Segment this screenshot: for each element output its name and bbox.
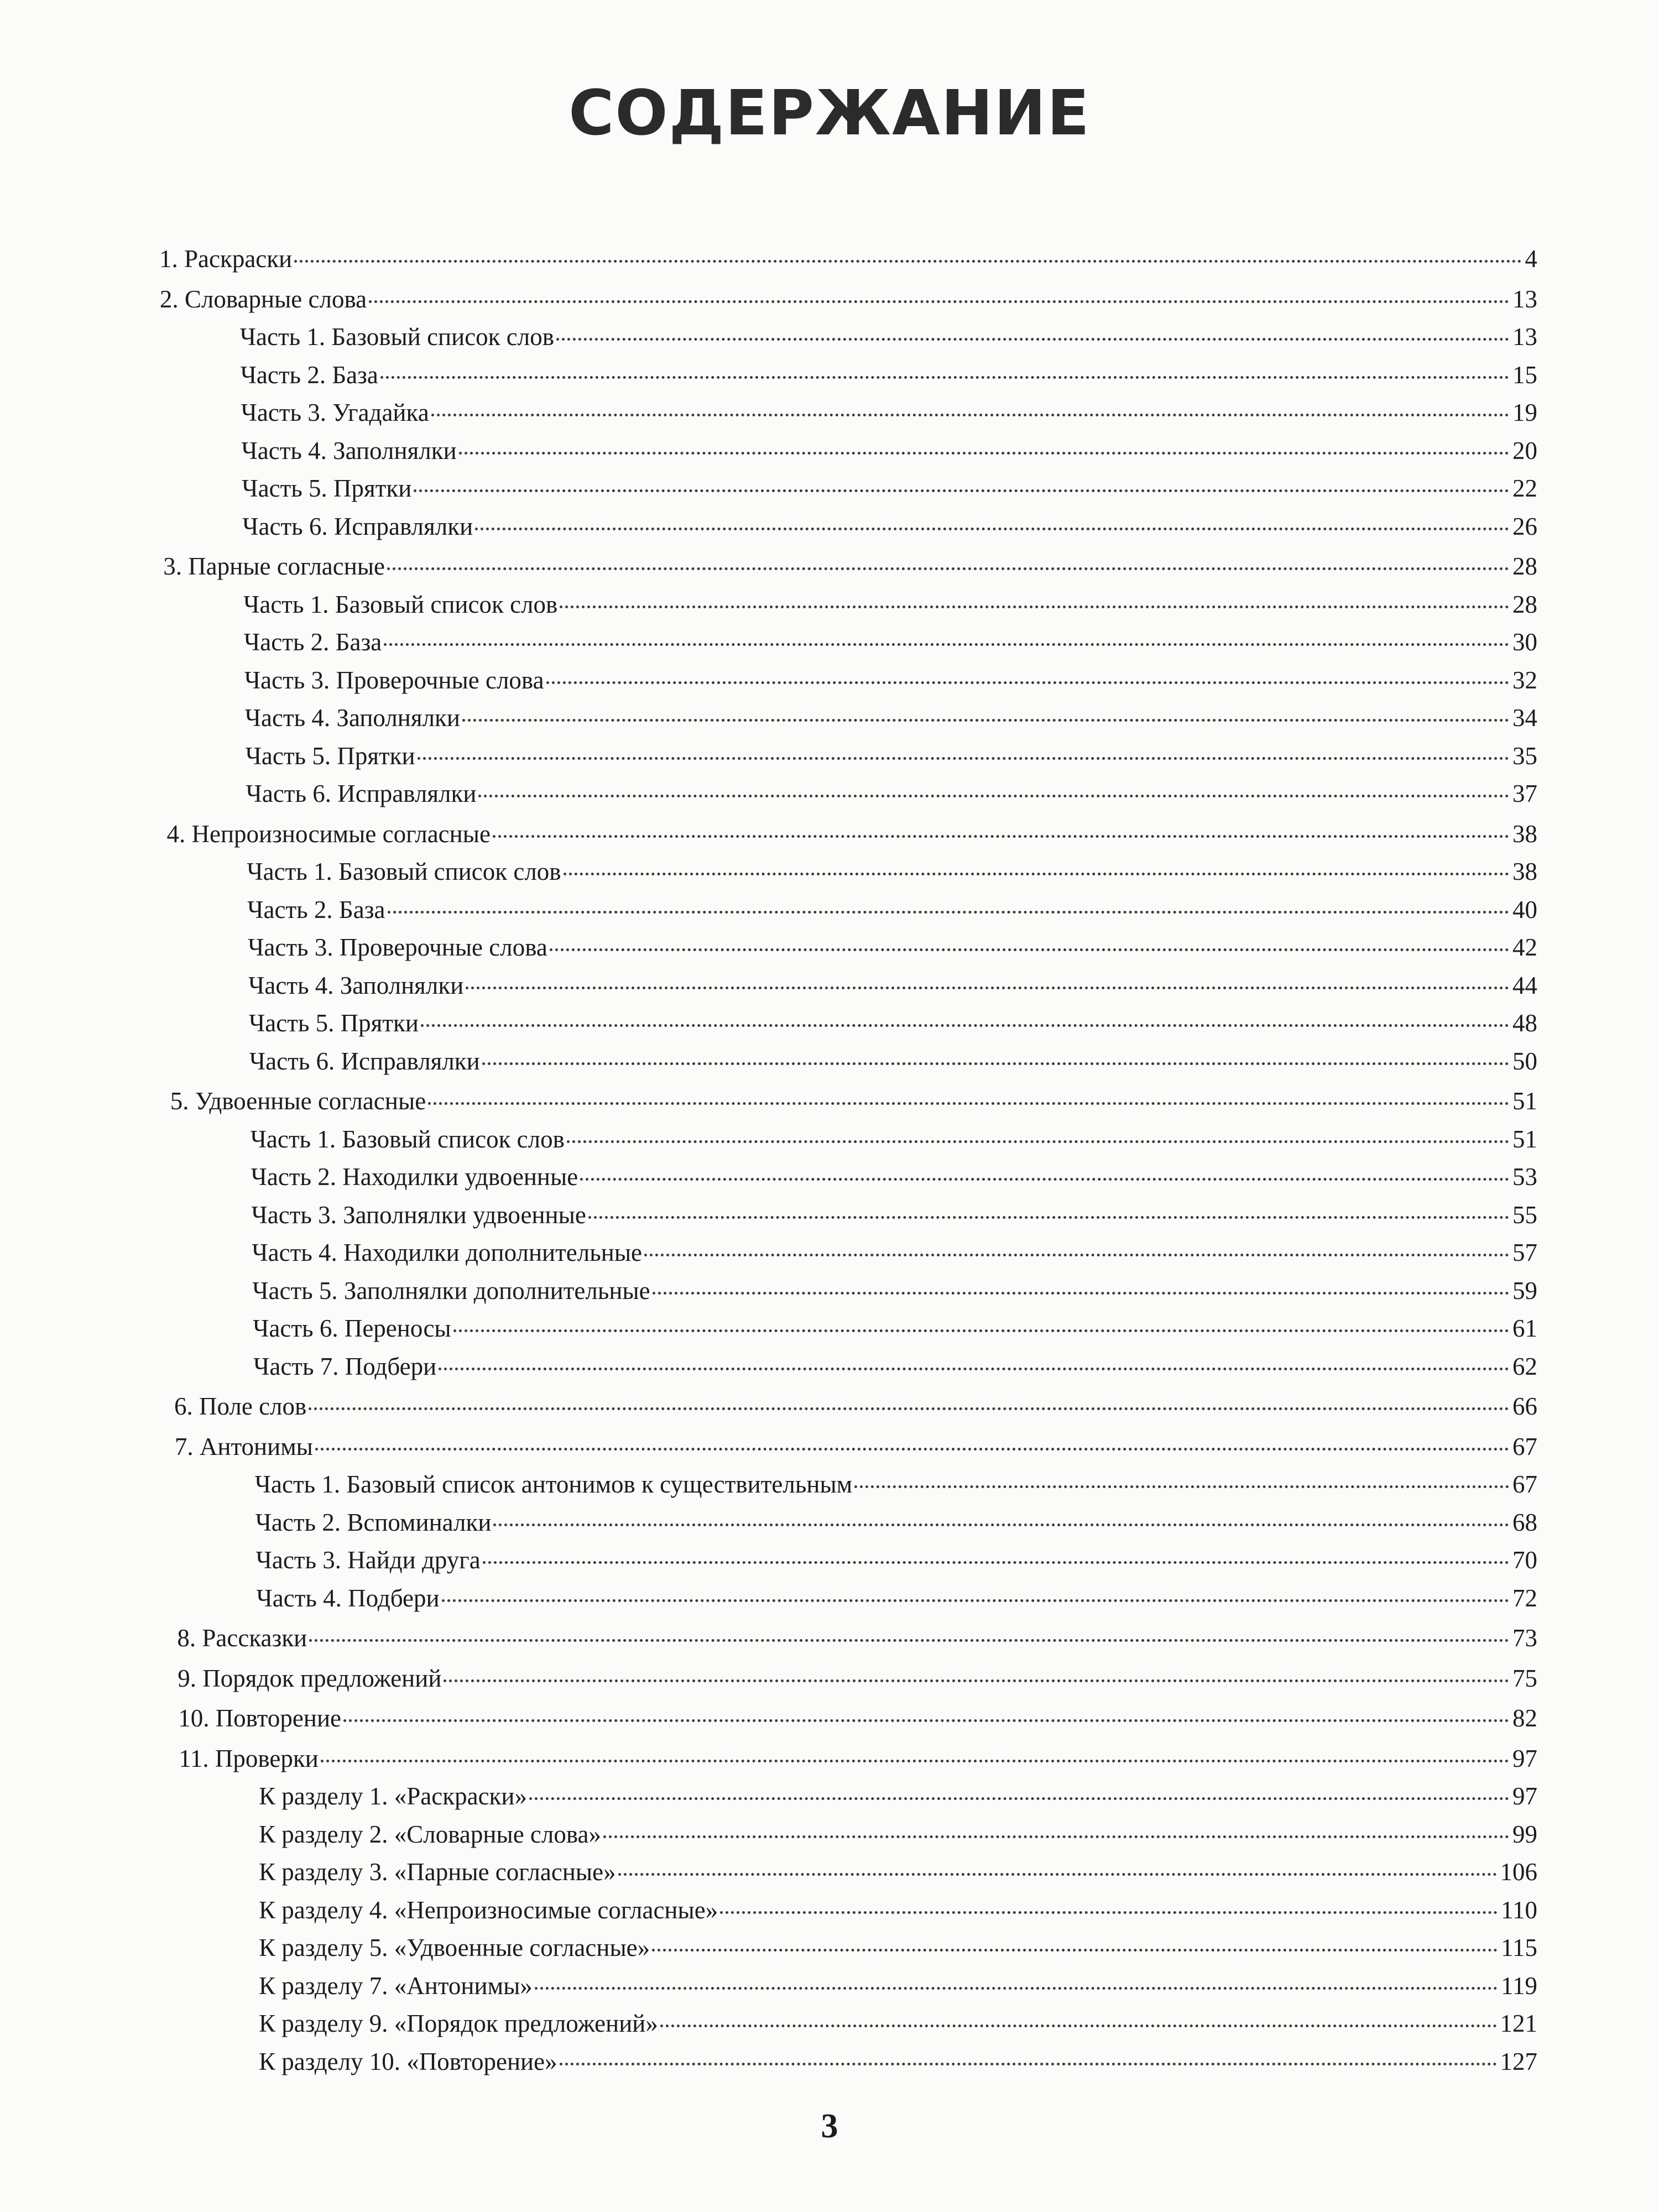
toc-subsection-entry bbox=[0, 701, 1659, 739]
toc-section-entry bbox=[0, 1084, 1659, 1123]
toc-entry-page-number: 61 bbox=[1512, 1314, 1537, 1342]
toc-entry-title: Часть 6. Исправлялки bbox=[246, 780, 477, 807]
dot-leader bbox=[380, 376, 1509, 379]
toc-entry-page-number: 97 bbox=[1512, 1782, 1537, 1810]
dot-leader bbox=[321, 1760, 1509, 1762]
dot-leader bbox=[546, 681, 1509, 684]
toc-subsection-entry bbox=[0, 739, 1659, 778]
toc-entry-page-number: 55 bbox=[1512, 1201, 1537, 1229]
toc-subsection-entry bbox=[0, 893, 1659, 931]
toc-subsection-entry bbox=[0, 510, 1659, 548]
toc-entry-title: К разделу 3. «Парные согласные» bbox=[259, 1858, 616, 1886]
toc-entry-title: Часть 6. Исправлялки bbox=[249, 1047, 480, 1075]
toc-entry-page-number: 20 bbox=[1512, 436, 1537, 465]
toc-entry-page-number: 127 bbox=[1500, 2047, 1537, 2075]
toc-subsection-entry bbox=[0, 969, 1659, 1007]
toc-entry-page-number: 26 bbox=[1512, 512, 1537, 540]
dot-leader bbox=[493, 835, 1509, 838]
dot-leader bbox=[482, 1062, 1509, 1065]
toc-subsection-entry bbox=[0, 1006, 1659, 1045]
toc-section-entry bbox=[0, 283, 1659, 321]
toc-entry-title: 11. Проверки bbox=[179, 1744, 319, 1772]
toc-section-entry bbox=[0, 1430, 1659, 1468]
dot-leader bbox=[556, 338, 1509, 341]
toc-entry-title: Часть 5. Прятки bbox=[249, 1009, 419, 1037]
toc-subsection-entry bbox=[0, 1236, 1659, 1274]
toc-entry-title: Часть 2. База bbox=[247, 895, 385, 924]
dot-leader bbox=[431, 414, 1509, 416]
toc-entry-title: 9. Порядок предложений bbox=[178, 1664, 442, 1692]
toc-subsection-entry bbox=[0, 1160, 1659, 1198]
dot-leader bbox=[854, 1485, 1509, 1488]
dot-leader bbox=[442, 1599, 1509, 1602]
toc-subsection-entry bbox=[0, 1931, 1659, 1969]
dot-leader bbox=[564, 873, 1509, 875]
toc-entry-title: Часть 1. Базовый список слов bbox=[247, 858, 561, 885]
dot-leader bbox=[421, 1024, 1509, 1027]
toc-entry-title: Часть 2. Вспоминалки bbox=[255, 1508, 492, 1536]
toc-entry-page-number: 50 bbox=[1512, 1047, 1537, 1075]
toc-entry-title: К разделу 9. «Порядок предложений» bbox=[259, 2010, 658, 2037]
toc-subsection-entry bbox=[0, 1198, 1659, 1237]
toc-entry-title: 10. Повторение bbox=[178, 1704, 341, 1732]
dot-leader bbox=[309, 1639, 1509, 1642]
toc-subsection-entry bbox=[0, 777, 1659, 815]
toc-entry-title: Часть 1. Базовый список слов bbox=[239, 323, 554, 351]
toc-entry-page-number: 119 bbox=[1501, 1971, 1537, 2000]
dot-leader bbox=[644, 1254, 1509, 1256]
toc-subsection-entry bbox=[0, 1123, 1659, 1161]
toc-entry-title: Часть 6. Исправлялки bbox=[242, 512, 473, 540]
dot-leader bbox=[660, 2025, 1497, 2027]
dot-leader bbox=[483, 1561, 1509, 1564]
toc-entry-page-number: 53 bbox=[1512, 1163, 1537, 1191]
toc-entry-title: Часть 4. Находилки дополнительные bbox=[252, 1239, 643, 1266]
table-of-contents bbox=[0, 242, 1659, 2083]
toc-entry-title: Часть 5. Заполнялки дополнительные bbox=[252, 1276, 650, 1305]
dot-leader bbox=[475, 528, 1509, 530]
toc-entry-title: 5. Удвоенные согласные bbox=[170, 1087, 426, 1115]
toc-entry-page-number: 38 bbox=[1512, 858, 1537, 885]
toc-entry-title: К разделу 10. «Повторение» bbox=[259, 2047, 557, 2075]
dot-leader bbox=[652, 1949, 1498, 1952]
toc-entry-title: 6. Поле слов bbox=[174, 1392, 307, 1420]
toc-entry-title: Часть 3. Заполнялки удвоенные bbox=[251, 1201, 586, 1229]
toc-entry-page-number: 73 bbox=[1512, 1624, 1537, 1652]
toc-entry-page-number: 82 bbox=[1512, 1704, 1537, 1732]
toc-entry-title: Часть 1. Базовый список слов bbox=[250, 1125, 565, 1153]
toc-entry-title: К разделу 4. «Непроизносимые согласные» bbox=[259, 1896, 718, 1924]
toc-entry-page-number: 4 bbox=[1525, 245, 1537, 273]
toc-entry-page-number: 48 bbox=[1512, 1009, 1537, 1037]
toc-entry-page-number: 19 bbox=[1512, 399, 1537, 426]
toc-entry-page-number: 34 bbox=[1512, 704, 1537, 732]
toc-subsection-entry bbox=[0, 2007, 1659, 2045]
toc-subsection-entry bbox=[0, 664, 1659, 702]
toc-entry-title: Часть 2. Находилки удвоенные bbox=[251, 1163, 578, 1191]
toc-subsection-entry bbox=[0, 320, 1659, 358]
dot-leader bbox=[603, 1835, 1509, 1838]
toc-subsection-entry bbox=[0, 1969, 1659, 2007]
toc-subsection-entry bbox=[0, 1818, 1659, 1856]
toc-entry-page-number: 57 bbox=[1512, 1239, 1537, 1266]
toc-entry-page-number: 28 bbox=[1512, 590, 1537, 618]
toc-subsection-entry bbox=[0, 1780, 1659, 1818]
toc-entry-page-number: 59 bbox=[1512, 1276, 1537, 1305]
toc-entry-title: К разделу 7. «Антонимы» bbox=[259, 1971, 533, 2000]
dot-leader bbox=[535, 1987, 1498, 1990]
toc-entry-page-number: 42 bbox=[1512, 933, 1537, 961]
toc-entry-page-number: 13 bbox=[1512, 285, 1537, 313]
toc-subsection-entry bbox=[0, 358, 1659, 397]
toc-entry-page-number: 28 bbox=[1512, 552, 1537, 580]
toc-entry-title: Часть 5. Прятки bbox=[245, 742, 415, 770]
dot-leader bbox=[560, 2063, 1497, 2065]
dot-leader bbox=[309, 1407, 1509, 1410]
dot-leader bbox=[560, 606, 1509, 608]
dot-leader bbox=[720, 1911, 1498, 1914]
dot-leader bbox=[387, 567, 1509, 570]
toc-entry-title: Часть 1. Базовый список слов bbox=[243, 590, 558, 618]
dot-leader bbox=[315, 1448, 1509, 1451]
dot-leader bbox=[444, 1679, 1509, 1682]
toc-subsection-entry bbox=[0, 855, 1659, 893]
dot-leader bbox=[493, 1524, 1509, 1526]
dot-leader bbox=[453, 1329, 1509, 1332]
toc-entry-title: К разделу 2. «Словарные слова» bbox=[259, 1820, 601, 1848]
toc-subsection-entry bbox=[0, 472, 1659, 510]
toc-entry-title: К разделу 5. «Удвоенные согласные» bbox=[259, 1934, 650, 1961]
dot-leader bbox=[428, 1102, 1509, 1105]
toc-entry-page-number: 68 bbox=[1512, 1508, 1537, 1536]
toc-entry-page-number: 106 bbox=[1500, 1858, 1537, 1886]
toc-entry-title: Часть 4. Заполнялки bbox=[244, 704, 460, 732]
toc-section-entry bbox=[0, 1621, 1659, 1660]
toc-entry-title: 4. Непроизносимые согласные bbox=[166, 820, 491, 848]
toc-section-entry bbox=[0, 1742, 1659, 1780]
toc-section-entry bbox=[0, 1702, 1659, 1740]
toc-entry-page-number: 37 bbox=[1512, 780, 1537, 807]
toc-entry-title: Часть 5. Прятки bbox=[242, 474, 412, 502]
toc-entry-title: Часть 1. Базовый список антонимов к существительным bbox=[254, 1470, 853, 1498]
dot-leader bbox=[567, 1140, 1509, 1143]
toc-subsection-entry bbox=[0, 931, 1659, 969]
dot-leader bbox=[384, 643, 1509, 646]
toc-subsection-entry bbox=[0, 1350, 1659, 1388]
toc-entry-title: Часть 4. Заполнялки bbox=[241, 436, 457, 465]
dot-leader bbox=[294, 260, 1521, 263]
toc-entry-title: 1. Раскраски bbox=[159, 245, 293, 273]
toc-entry-title: 3. Парные согласные bbox=[163, 552, 385, 580]
dot-leader bbox=[439, 1368, 1509, 1370]
toc-subsection-entry bbox=[0, 1274, 1659, 1312]
toc-entry-page-number: 51 bbox=[1512, 1125, 1537, 1153]
dot-leader bbox=[466, 987, 1509, 989]
toc-subsection-entry bbox=[0, 2045, 1659, 2083]
toc-subsection-entry bbox=[0, 588, 1659, 626]
toc-entry-page-number: 99 bbox=[1512, 1820, 1537, 1848]
toc-entry-title: Часть 3. Проверочные слова bbox=[248, 933, 547, 961]
toc-entry-title: Часть 4. Заполнялки bbox=[248, 971, 464, 999]
dot-leader bbox=[653, 1292, 1509, 1295]
toc-entry-page-number: 38 bbox=[1512, 820, 1537, 848]
dot-leader bbox=[459, 452, 1509, 455]
toc-entry-title: Часть 3. Угадайка bbox=[241, 399, 429, 426]
toc-entry-title: Часть 3. Найди друга bbox=[255, 1546, 481, 1574]
toc-entry-page-number: 110 bbox=[1501, 1896, 1537, 1924]
toc-subsection-entry bbox=[0, 625, 1659, 664]
page-number: 3 bbox=[821, 2107, 838, 2145]
dot-leader bbox=[414, 489, 1509, 492]
toc-entry-page-number: 62 bbox=[1512, 1352, 1537, 1380]
toc-entry-title: 7. Антонимы bbox=[174, 1432, 313, 1460]
page-title: СОДЕРЖАНИЕ bbox=[568, 77, 1091, 149]
toc-section-entry bbox=[0, 1390, 1659, 1428]
toc-subsection-entry bbox=[0, 1543, 1659, 1582]
toc-entry-title: Часть 6. Переносы bbox=[253, 1314, 451, 1342]
toc-entry-page-number: 66 bbox=[1512, 1392, 1537, 1420]
dot-leader bbox=[369, 300, 1509, 303]
dot-leader bbox=[462, 719, 1509, 722]
dot-leader bbox=[388, 911, 1509, 914]
toc-entry-page-number: 51 bbox=[1512, 1087, 1537, 1115]
toc-entry-page-number: 67 bbox=[1512, 1470, 1537, 1498]
toc-subsection-entry bbox=[0, 1045, 1659, 1083]
toc-entry-title: К разделу 1. «Раскраски» bbox=[259, 1782, 528, 1810]
toc-subsection-entry bbox=[0, 1893, 1659, 1932]
toc-entry-title: Часть 2. База bbox=[240, 361, 378, 389]
toc-entry-page-number: 72 bbox=[1512, 1584, 1537, 1612]
toc-entry-title: Часть 3. Проверочные слова bbox=[244, 666, 544, 694]
toc-subsection-entry bbox=[0, 396, 1659, 434]
toc-section-entry bbox=[0, 817, 1659, 855]
toc-section-entry bbox=[0, 550, 1659, 588]
toc-entry-title: Часть 7. Подбери bbox=[253, 1352, 437, 1380]
toc-entry-page-number: 40 bbox=[1512, 895, 1537, 924]
toc-entry-page-number: 97 bbox=[1512, 1744, 1537, 1772]
toc-subsection-entry bbox=[0, 434, 1659, 472]
toc-entry-page-number: 15 bbox=[1512, 361, 1537, 389]
dot-leader bbox=[618, 1873, 1497, 1876]
toc-entry-page-number: 121 bbox=[1500, 2010, 1537, 2037]
toc-entry-page-number: 13 bbox=[1512, 323, 1537, 351]
toc-entry-title: 8. Рассказки bbox=[177, 1624, 307, 1652]
dot-leader bbox=[418, 757, 1509, 760]
toc-entry-page-number: 115 bbox=[1501, 1934, 1537, 1961]
toc-entry-page-number: 30 bbox=[1512, 628, 1537, 656]
toc-subsection-entry bbox=[0, 1506, 1659, 1544]
toc-subsection-entry bbox=[0, 1582, 1659, 1620]
toc-entry-title: Часть 2. База bbox=[244, 628, 382, 656]
dot-leader bbox=[580, 1178, 1509, 1181]
toc-section-entry bbox=[0, 1662, 1659, 1700]
toc-entry-page-number: 67 bbox=[1512, 1432, 1537, 1460]
toc-subsection-entry bbox=[0, 1468, 1659, 1506]
toc-entry-title: 2. Словарные слова bbox=[159, 285, 367, 313]
toc-section-entry bbox=[0, 242, 1659, 280]
toc-entry-title: Часть 4. Подбери bbox=[256, 1584, 440, 1612]
dot-leader bbox=[343, 1719, 1509, 1722]
toc-subsection-entry bbox=[0, 1855, 1659, 1893]
dot-leader bbox=[529, 1797, 1509, 1800]
toc-entry-page-number: 44 bbox=[1512, 971, 1537, 999]
toc-entry-page-number: 22 bbox=[1512, 474, 1537, 502]
toc-subsection-entry bbox=[0, 1312, 1659, 1350]
dot-leader bbox=[550, 948, 1509, 951]
dot-leader bbox=[478, 795, 1509, 797]
dot-leader bbox=[588, 1216, 1509, 1219]
toc-entry-page-number: 32 bbox=[1512, 666, 1537, 694]
toc-entry-page-number: 75 bbox=[1512, 1664, 1537, 1692]
toc-entry-page-number: 70 bbox=[1512, 1546, 1537, 1574]
toc-entry-page-number: 35 bbox=[1512, 742, 1537, 770]
